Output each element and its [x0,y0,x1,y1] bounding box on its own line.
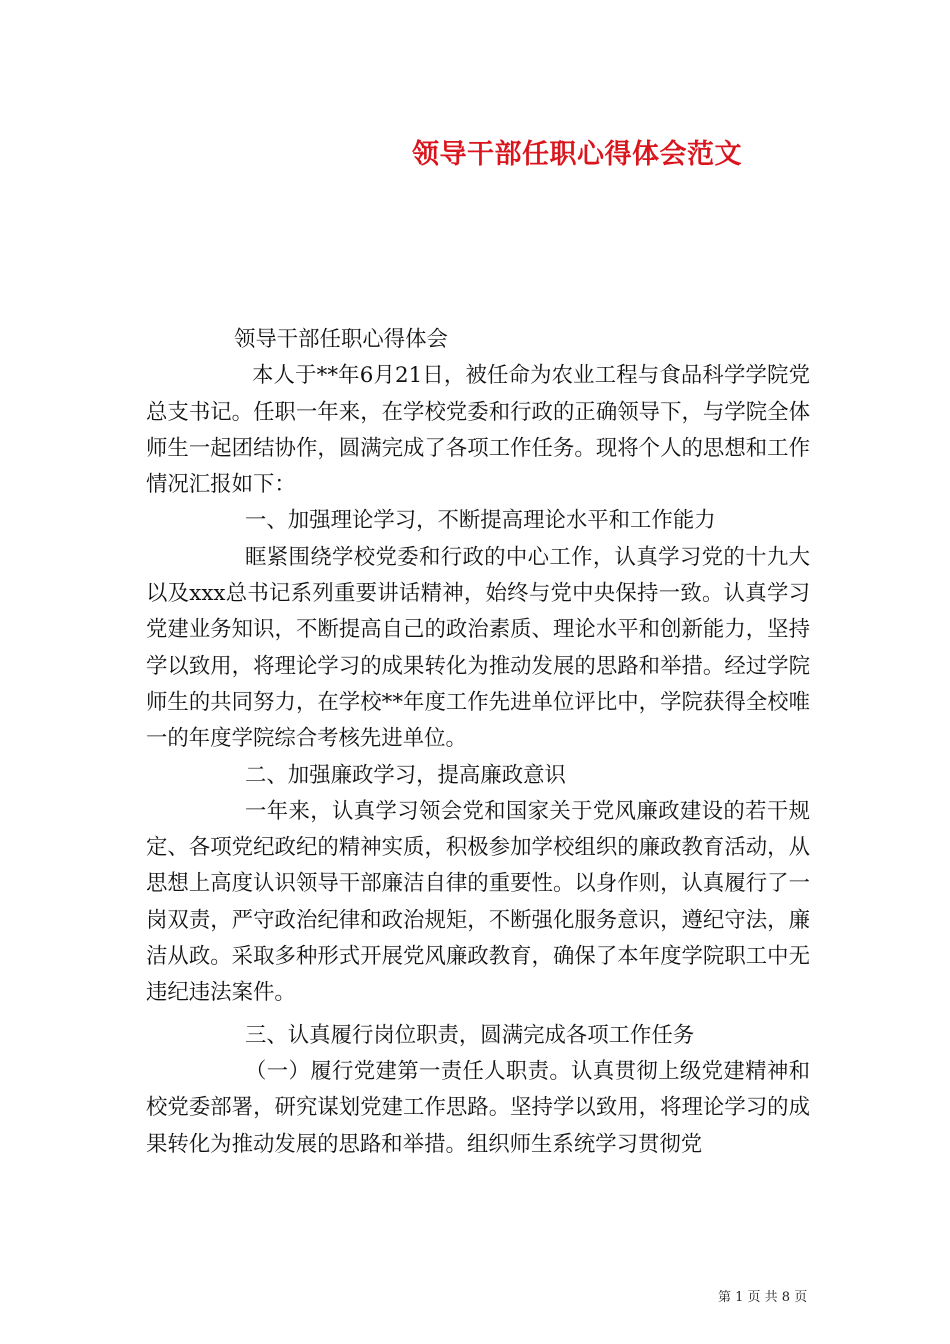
section-2-paragraph: 一年来，认真学习领会党和国家关于党风廉政建设的若干规定、各项党纪政纪的精神实质，积极参加学校组织的廉政教育活动，从思想上高度认识领导干部廉洁自律的重要性。以身作则，认真履行了一岗双责，严守政治纪律和政治规矩，不断强化服务意识，遵纪守法，廉洁从政。采取多种形式开展党风廉政教育，确保了本年度学院职工中无违纪违法案件。 [146,798,810,1006]
section-3-heading: 三、认真履行岗位职责，圆满完成各项工作任务 [245,1022,695,1048]
intro-paragraph: 本人于**年6月21日，被任命为农业工程与食品科学学院党总支书记。任职一年来，在学校党委和行政的正确领导下，与学院全体师生一起团结协作，圆满完成了各项工作任务。现将个人的思想和工作情况汇报如下： [146,363,810,498]
section-1-heading: 一、加强理论学习，不断提高理论水平和工作能力 [245,508,716,534]
section-2-heading: 二、加强廉政学习，提高廉政意识 [245,762,566,788]
page-number-footer: 第 1 页 共 8 页 [718,1290,808,1305]
document-subtitle: 领导干部任职心得体会 [234,327,448,352]
document-title: 领导干部任职心得体会范文 [412,139,742,170]
section-3-subsection-1: （一）履行党建第一责任人职责。认真贯彻上级党建精神和校党委部署，研究谋划党建工作思路。坚持学以致用，将理论学习的成果转化为推动发展的思路和举措。组织师生系统学习贯彻党 [146,1058,810,1157]
section-1-paragraph: 眶紧围绕学校党委和行政的中心工作，认真学习党的十九大以及xxx总书记系列重要讲话精神，始终与党中央保持一致。认真学习党建业务知识，不断提高自己的政治素质、理论水平和创新能力，坚持学以致用，将理论学习的成果转化为推动发展的思路和举措。经过学院师生的共同努力，在学校**年度工作先进单位评比中，学院获得全校唯一的年度学院综合考核先进单位。 [146,544,810,752]
document-body [146,322,810,1163]
